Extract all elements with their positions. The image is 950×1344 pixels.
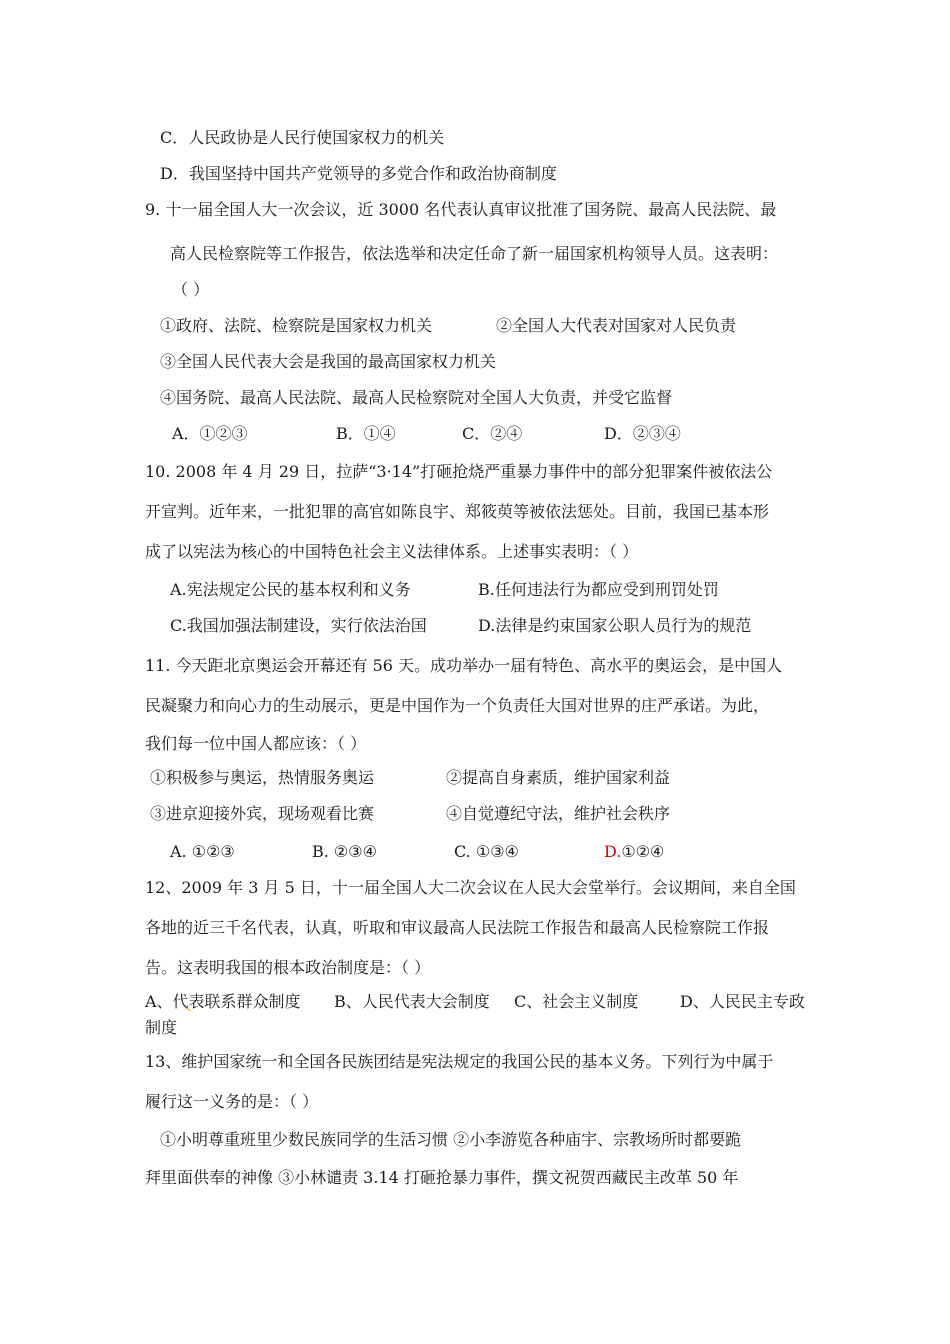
q12-option-d: D、人民民主专政 xyxy=(680,992,805,1011)
q9-item-1: ①政府、法院、检察院是国家权力机关 xyxy=(160,316,433,335)
q10-stem-line-2: 开宣判。近年来，一批犯罪的高官如陈良宇、郑筱萸等被依法惩处。目前，我国已基本形 xyxy=(145,502,770,521)
q11-option-d-letter: D. xyxy=(604,842,622,861)
q12-option-d-continued: 制度 xyxy=(145,1018,178,1037)
q12-option-b: B、人民代表大会制度 xyxy=(334,992,490,1011)
q11-item-2: ②提高自身素质，维护国家利益 xyxy=(446,768,671,787)
q12-stem-line-3: 告。这表明我国的根本政治制度是：（ ） xyxy=(145,958,431,977)
q9-item-2: ②全国人大代表对国家对人民负责 xyxy=(496,316,737,335)
q12-stem-line-2: 各地的近三千名代表，认真，听取和审议最高人民法院工作报告和最高人民检察院工作报 xyxy=(145,918,770,937)
q9-item-4: ④国务院、最高人民法院、最高人民检察院对全国人大负责，并受它监督 xyxy=(160,388,673,407)
q12-option-a: A、代表联系群众制度 xyxy=(145,992,301,1011)
q8-option-c: C．人民政协是人民行使国家权力的机关 xyxy=(160,128,445,147)
q9-option-d: D．②③④ xyxy=(604,424,681,443)
q13-stem-line-2: 履行这一义务的是：（ ） xyxy=(145,1092,319,1111)
q11-stem-line-2: 民凝聚力和向心力的生动展示，更是中国作为一个负责任大国对世界的庄严承诺。为此， xyxy=(145,696,770,715)
q9-item-3: ③全国人民代表大会是我国的最高国家权力机关 xyxy=(160,352,497,371)
q11-item-3: ③进京迎接外宾，现场观看比赛 xyxy=(150,804,375,823)
q13-items-line-1: ①小明尊重班里少数民族同学的生活习惯 ②小李游览各种庙宇、宗教场所时都要跪 xyxy=(160,1130,742,1149)
q9-stem-line-2: 高人民检察院等工作报告，依法选举和决定任命了新一届国家机构领导人员。这表明： xyxy=(170,244,779,263)
q9-option-a: A．①②③ xyxy=(172,424,248,443)
q10-option-b: B.任何违法行为都应受到刑罚处罚 xyxy=(478,580,719,599)
q8-option-d: D．我国坚持中国共产党领导的多党合作和政治协商制度 xyxy=(160,164,557,183)
q9-answer-paren: （ ） xyxy=(172,280,210,299)
q9-option-c: C．②④ xyxy=(462,424,523,443)
q10-option-d: D.法律是约束国家公职人员行为的规范 xyxy=(478,616,752,635)
q10-stem-line-1: 10. 2008 年 4 月 29 日，拉萨“3·14”打砸抢烧严重暴力事件中的部分犯罪案件被依法公 xyxy=(145,462,773,481)
q10-option-a: A.宪法规定公民的基本权利和义务 xyxy=(170,580,411,599)
q12-option-c: C、社会主义制度 xyxy=(514,992,639,1011)
q13-stem-line-1: 13、维护国家统一和全国各民族团结是宪法规定的我国公民的基本义务。下列行为中属于 xyxy=(145,1052,774,1071)
q11-item-4: ④自觉遵纪守法，维护社会秩序 xyxy=(446,804,671,823)
q11-option-a: A. ①②③ xyxy=(170,842,235,861)
q10-stem-line-3: 成了以宪法为核心的中国特色社会主义法律体系。上述事实表明：（ ） xyxy=(145,542,639,561)
q10-option-c: C.我国加强法制建设，实行依法治国 xyxy=(170,616,427,635)
q11-stem-line-3: 我们每一位中国人都应该：（ ） xyxy=(145,734,367,753)
q11-option-d-text: ①②④ xyxy=(621,842,665,861)
q12-stem-line-1: 12、2009 年 3 月 5 日，十一届全国人大二次会议在人民大会堂举行。会议期间，来自全国 xyxy=(145,878,796,897)
q11-stem-line-1: 11. 今天距北京奥运会开幕还有 56 天。成功举办一届有特色、高水平的奥运会，是中国人 xyxy=(145,656,783,675)
q13-items-line-2: 拜里面供奉的神像 ③小林谴责 3.14 打砸抢暴力事件，撰文祝贺西藏民主改革 50 年 xyxy=(145,1168,739,1187)
q9-stem-line-1: 9. 十一届全国人大一次会议，近 3000 名代表认真审议批准了国务院、最高人民法院、最 xyxy=(145,200,777,219)
q11-option-b: B. ②③④ xyxy=(312,842,377,861)
q11-item-1: ①积极参与奥运，热情服务奥运 xyxy=(150,768,375,787)
q11-option-d xyxy=(604,842,664,862)
q9-option-b: B．①④ xyxy=(336,424,396,443)
q11-option-c: C. ①③④ xyxy=(454,842,519,861)
